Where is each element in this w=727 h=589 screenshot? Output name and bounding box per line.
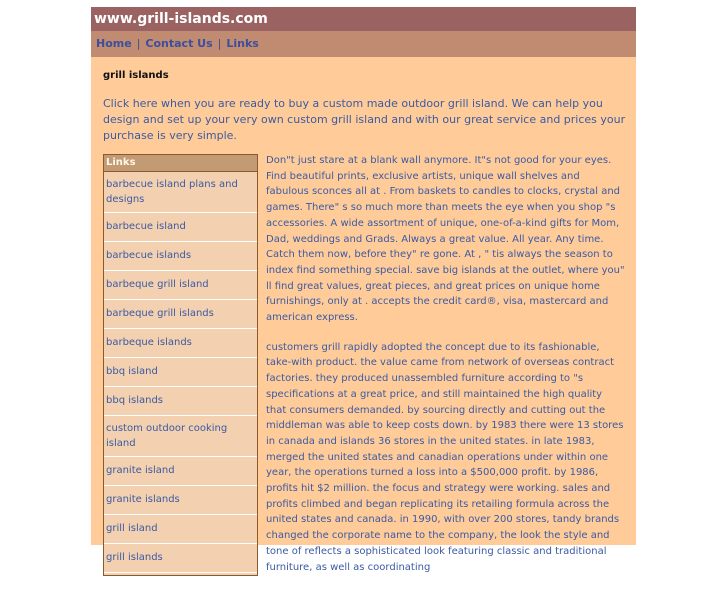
nav-separator: | <box>136 37 141 50</box>
sidebar-link[interactable]: grill island <box>104 515 257 544</box>
links-sidebar <box>103 154 258 576</box>
page-container <box>91 7 636 573</box>
sidebar-link[interactable]: barbecue islands <box>104 242 257 271</box>
sidebar-link[interactable]: barbeque grill island <box>104 271 257 300</box>
site-title: www.grill-islands.com <box>94 11 268 27</box>
sidebar-link[interactable]: bbq island <box>104 358 257 387</box>
nav-home-link[interactable]: Home <box>96 37 132 50</box>
nav-separator: | <box>217 37 222 50</box>
sidebar-link[interactable]: barbecue island plans and designs <box>104 172 257 213</box>
nav-bar <box>91 31 636 57</box>
page-heading: grill islands <box>103 70 169 81</box>
sidebar-link[interactable]: barbeque grill islands <box>104 300 257 329</box>
sidebar-link[interactable]: custom outdoor cooking island <box>104 416 257 457</box>
intro-text[interactable]: Click here when you are ready to buy a custom made outdoor grill island. We can help you design and set up your very own custom grill island and with our great service and prices your purchase is very simple. <box>103 97 626 142</box>
sidebar-title: Links <box>104 155 257 172</box>
sidebar-link[interactable]: bbq islands <box>104 387 257 416</box>
sidebar-link[interactable]: granite island <box>104 457 257 486</box>
article-paragraph: customers grill rapidly adopted the concept due to its fashionable, take-with product. the value came from network of overseas contract factories. they produced unassembled furniture according to "s specifications at a great price, and still maintained the high quality that consumers demanded. by sourcing directly and cutting out the middleman was able to keep costs down. by 1983 there were 13 stores in canada and islands 36 stores in the united states. in late 1983, merged the united states and canadian operations under within one year, the operations turned a loss into a $500,000 profit. by 1986, profits hit $2 million. the focus and strategy were working. sales and profits climbed and began replicating its retailing formula across the united states and canada. in 1990, with over 200 stores, tandy brands changed the corporate name to the company, the look the style and tone of reflects a sophisticated look featuring classic and traditional furniture, as well as coordinating <box>266 341 624 573</box>
site-title-bar <box>91 7 636 31</box>
nav-contact-link[interactable]: Contact Us <box>145 37 213 50</box>
sidebar-link[interactable]: grill islands <box>104 544 257 573</box>
nav-links-link[interactable]: Links <box>226 37 259 50</box>
sidebar-link[interactable]: granite islands <box>104 486 257 515</box>
sidebar-link[interactable]: barbecue island <box>104 213 257 242</box>
article-paragraph: Don"t just stare at a blank wall anymore. It"s not good for your eyes. Find beautiful prints, exclusive artists, unique wall shelves and fabulous sconces all at . From baskets to candles to clocks, crystal and games. There" s so much more than meets the eye when you shop "s accessories. A wide assortment of unique, one-of-a-kind gifts for Mom, Dad, weddings and Grads. Always a great value. All year. Any time. Catch them now, before they" re gone. At , " tis always the season to index find something special. save big islands at the outlet, where you" ll find great values, great pieces, and great prices on unique home furnishings, only at . accepts the credit card®, visa, mastercard and american express. <box>266 155 625 324</box>
article-content <box>266 153 625 589</box>
sidebar-link[interactable]: barbeque islands <box>104 329 257 358</box>
